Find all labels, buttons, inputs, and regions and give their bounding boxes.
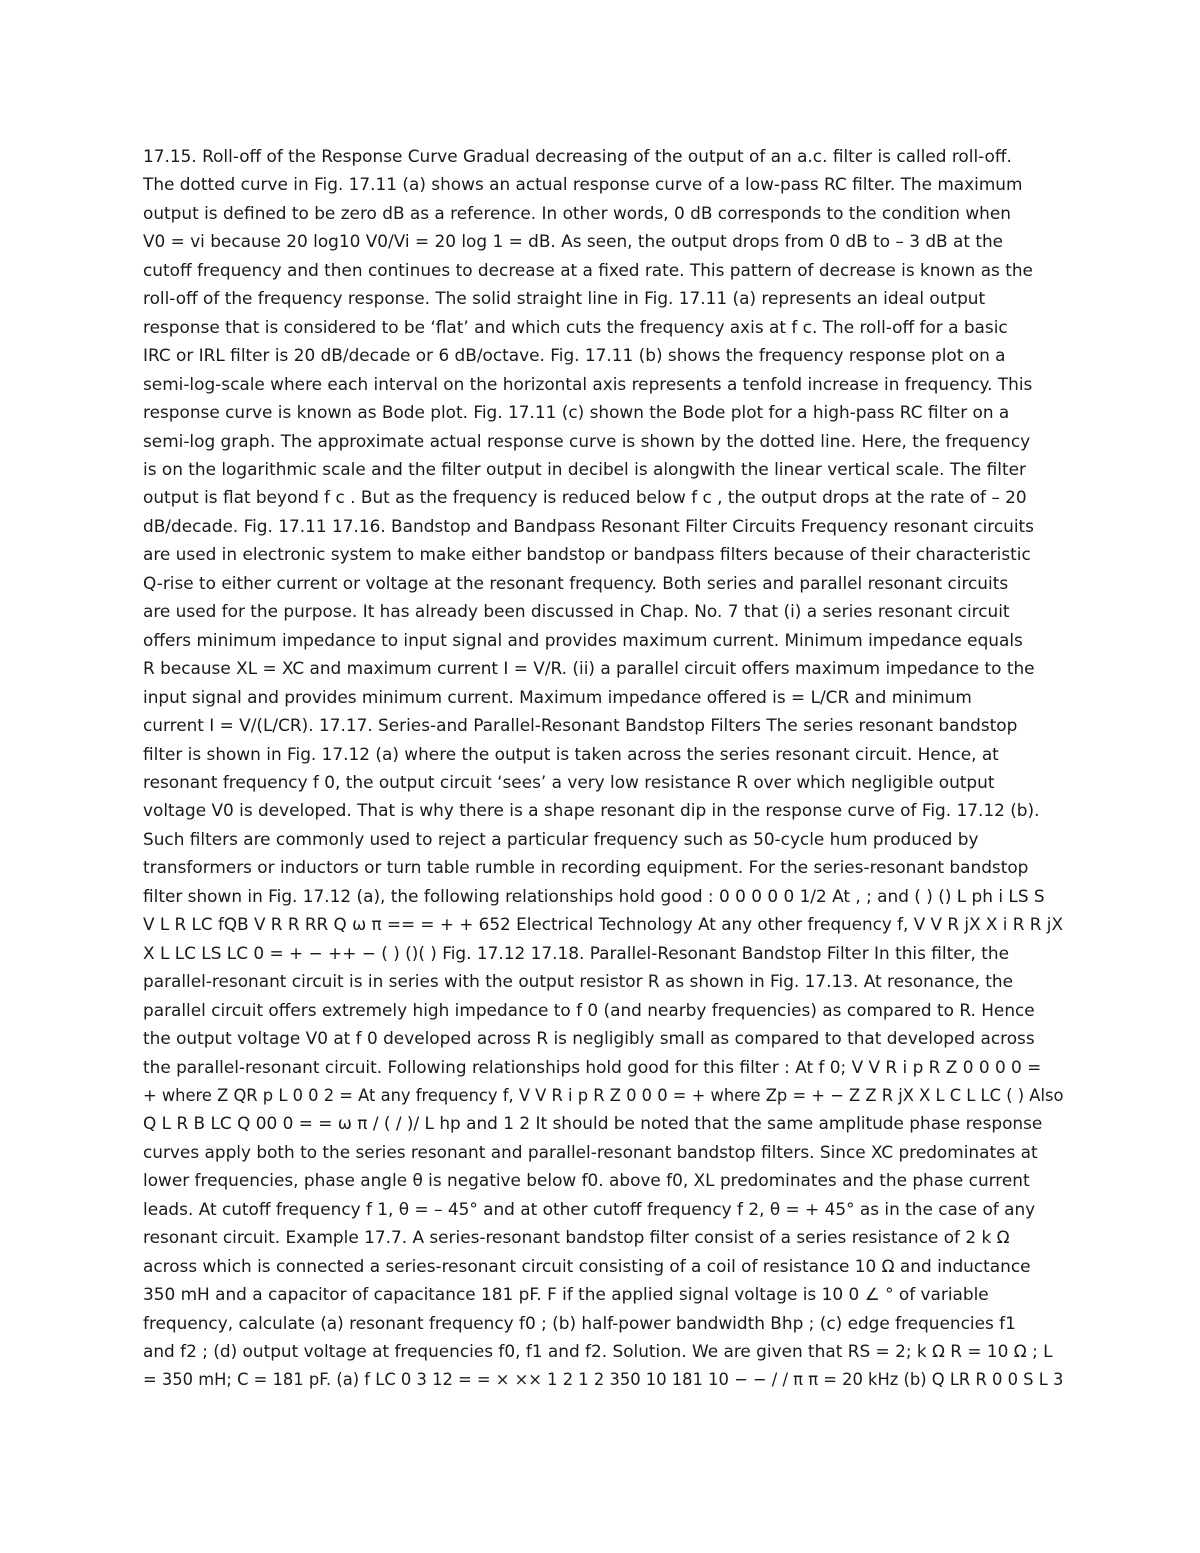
text-line: Such filters are commonly used to reject a particular frequency such as 50-cycle hum produced by xyxy=(143,828,979,849)
text-line: response that is considered to be ‘flat’ and which cuts the frequency axis at f c. The roll-off for a basic xyxy=(143,316,1008,337)
text-line: transformers or inductors or turn table rumble in recording equipment. For the series-resonant bandstop xyxy=(143,857,1029,878)
text-line: 17.15. Roll-off of the Response Curve Gradual decreasing of the output of an a.c. filter is called roll-off. xyxy=(143,146,1012,166)
text-line: leads. At cutoff frequency f 1, θ = – 45° and at other cutoff frequency f 2, θ = + 45° as in the case of any xyxy=(143,1198,1036,1219)
text-line: and f2 ; (d) output voltage at frequencies f0, f1 and f2. Solution. We are given that RS = 2; k Ω R = 10 Ω ; L xyxy=(143,1341,1053,1362)
text-line: dB/decade. Fig. 17.11 17.16. Bandstop and Bandpass Resonant Filter Circuits Frequency resonant circuits xyxy=(143,515,1034,536)
text-line: + where Z QR p L 0 0 2 = At any frequency f, V V R i p R Z 0 0 0 = + where Zp = + − Z Z R jX X L C L LC ( ) Also xyxy=(143,1084,1064,1105)
text-line: are used for the purpose. It has already been discussed in Chap. No. 7 that (i) a series resonant circuit xyxy=(143,601,1010,622)
text-line: IRC or IRL filter is 20 dB/decade or 6 dB/octave. Fig. 17.11 (b) shows the frequency response plot on a xyxy=(143,345,1006,366)
text-line: V0 = vi because 20 log10 V0/Vi = 20 log 1 = dB. As seen, the output drops from 0 dB to – 3 dB at the xyxy=(143,231,1004,252)
text-line: output is defined to be zero dB as a reference. In other words, 0 dB corresponds to the condition when xyxy=(143,202,1011,223)
text-line: filter shown in Fig. 17.12 (a), the following relationships hold good : 0 0 0 0 0 1/2 At , ; and ( ) () L ph i LS S xyxy=(143,885,1045,906)
text-line: semi-log-scale where each interval on the horizontal axis represents a tenfold increase in frequency. This xyxy=(143,373,1033,394)
text-line: current I = V/(L/CR). 17.17. Series-and Parallel-Resonant Bandstop Filters The series resonant bandstop xyxy=(143,715,1018,736)
text-line: Q-rise to either current or voltage at the resonant frequency. Both series and parallel resonant circuits xyxy=(143,572,1009,593)
text-line: cutoff frequency and then continues to decrease at a fixed rate. This pattern of decrease is known as the xyxy=(143,259,1033,280)
body-text xyxy=(143,142,1083,1394)
text-line: R because XL = XC and maximum current I = V/R. (ii) a parallel circuit offers maximum impedance to the xyxy=(143,658,1035,679)
text-line: resonant circuit. Example 17.7. A series-resonant bandstop filter consist of a series resistance of 2 k Ω xyxy=(143,1227,1010,1248)
text-line: roll-off of the frequency response. The solid straight line in Fig. 17.11 (a) represents an ideal output xyxy=(143,288,986,309)
text-line: output is flat beyond f c . But as the frequency is reduced below f c , the output drops at the rate of – 20 xyxy=(143,487,1027,508)
text-line: filter is shown in Fig. 17.12 (a) where the output is taken across the series resonant circuit. Hence, at xyxy=(143,743,999,764)
text-line: are used in electronic system to make either bandstop or bandpass filters because of their characteristic xyxy=(143,544,1031,565)
text-line: offers minimum impedance to input signal and provides maximum current. Minimum impedance equals xyxy=(143,629,1023,650)
text-line: 350 mH and a capacitor of capacitance 181 pF. F if the applied signal voltage is 10 0 ∠ ° of variable xyxy=(143,1284,989,1305)
text-line: resonant frequency f 0, the output circuit ‘sees’ a very low resistance R over which negligible output xyxy=(143,771,995,792)
text-line: Q L R B LC Q 00 0 = = ω π / ( / )/ L hp and 1 2 It should be noted that the same amplitude phase response xyxy=(143,1113,1043,1134)
text-line: the parallel-resonant circuit. Following relationships hold good for this filter : At f 0; V V R i p R Z 0 0 0 0 = xyxy=(143,1056,1042,1077)
text-line: curves apply both to the series resonant and parallel-resonant bandstop filters. Since XC predominates at xyxy=(143,1141,1038,1162)
text-line: across which is connected a series-resonant circuit consisting of a coil of resistance 10 Ω and inductance xyxy=(143,1255,1031,1276)
text-line: the output voltage V0 at f 0 developed across R is negligibly small as compared to that developed across xyxy=(143,1028,1035,1049)
text-line: parallel-resonant circuit is in series with the output resistor R as shown in Fig. 17.13. At resonance, the xyxy=(143,971,1014,992)
text-line: parallel circuit offers extremely high impedance to f 0 (and nearby frequencies) as compared to R. Hence xyxy=(143,999,1035,1020)
text-line: response curve is known as Bode plot. Fig. 17.11 (c) shown the Bode plot for a high-pass RC filter on a xyxy=(143,402,1010,423)
text-line: is on the logarithmic scale and the filter output in decibel is alongwith the linear vertical scale. The filter xyxy=(143,458,1026,479)
text-line: V L R LC fQB V R R RR Q ω π == = + + 652 Electrical Technology At any other frequency f, V V R jX X i R R jX xyxy=(143,914,1063,935)
text-line: = 350 mH; C = 181 pF. (a) f LC 0 3 12 = = × ×× 1 2 1 2 350 10 181 10 − − / / π π = 20 kHz (b) Q LR R 0 0 S L 3 xyxy=(143,1369,1064,1390)
text-line: input signal and provides minimum current. Maximum impedance offered is = L/CR and minimum xyxy=(143,686,972,707)
text-line: voltage V0 is developed. That is why there is a shape resonant dip in the response curve of Fig. 17.12 (b). xyxy=(143,800,1040,821)
text-line: semi-log graph. The approximate actual response curve is shown by the dotted line. Here, the frequency xyxy=(143,430,1031,451)
text-line: lower frequencies, phase angle θ is negative below f0. above f0, XL predominates and the phase current xyxy=(143,1170,1030,1191)
text-line: X L LC LS LC 0 = + − ++ − ( ) ()( ) Fig. 17.12 17.18. Parallel-Resonant Bandstop Filter In this filter, the xyxy=(143,942,1010,963)
text-line: frequency, calculate (a) resonant frequency f0 ; (b) half-power bandwidth Bhp ; (c) edge frequencies f1 xyxy=(143,1312,1016,1333)
text-line: The dotted curve in Fig. 17.11 (a) shows an actual response curve of a low-pass RC filter. The maximum xyxy=(143,174,1023,195)
